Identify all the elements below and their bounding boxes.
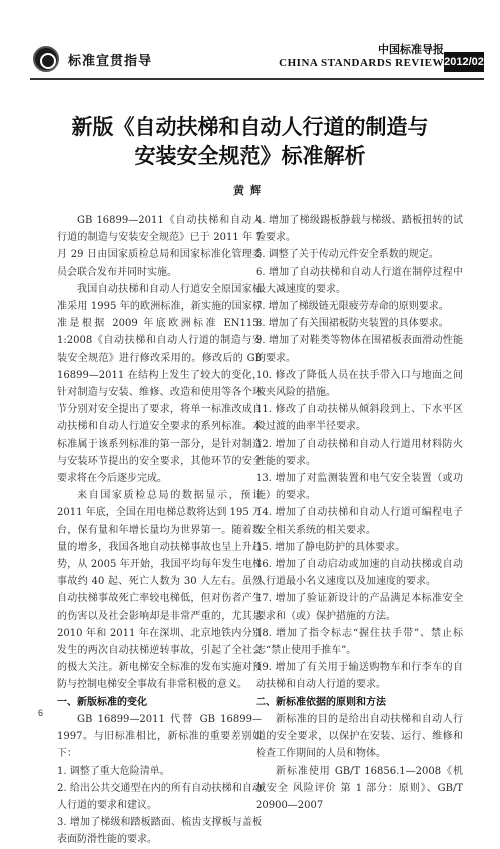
issue-badge: 2012/02 [444,52,484,72]
paragraph: GB 16899—2011《自动扶梯和自动人行道的制造与安装安全规范》已于 2011 年 7 月 29 日由国家质检总局和国家标准化管理委员会联合发布并同时实施。 [57,215,262,278]
paragraph: GB 16899—2011 代替 GB 16899—1997。与旧标准相比，新标准的重要差别如下： [57,713,262,760]
article-title [30,112,470,170]
list-item: 8. 增加了有关围裙板防夹装置的具体要求。 [256,318,449,330]
list-item: 1. 调整了重大危险清单。 [57,765,170,777]
list-item: 11. 修改了自动扶梯从倾斜段到上、下水平区段过渡的曲率半径要求。 [256,404,463,433]
page-header [0,0,500,82]
list-item: 19. 增加了有关用于输送购物车和行李车的自动扶梯和自动人行道的要求。 [256,662,463,691]
left-column [57,212,262,849]
article-author: 黄辉 [233,184,267,197]
list-item: 4. 增加了梯级踢板静载与梯级、踏板扭转的试验要求。 [256,215,463,244]
list-item: 14. 增加了自动扶梯和自动人行道可编程电子安全相关系统的相关要求。 [256,507,463,536]
list-item: 6. 增加了自动扶梯和自动人行道在制停过程中最大减速度的要求。 [256,266,463,295]
paragraph: 我国自动扶梯和自动人行道安全原国家标准采用 1995 年的欧洲标准，新实施的国家标准是根据 2009 年底欧洲标准 EN115-1:2008《自动扶梯和自动人行道的制造与安装安全规范》进行修改采用的。修改后的 GB 16899—2011 在结构上发生了较大的变化，针对制造与安装、维修、改造和使用等各个环节分别对安全提出了要求，将单一标准改成自动扶梯和自动人行道安全要求的系列标准。本标准属于该系列标准的第一部分，是针对制造与安装环节提出的安全要求，其他环节的安全要求将在今后逐步完成。 [57,283,262,485]
list-item: 18. 增加了指令标志“握住扶手带”、禁止标志“禁止使用手推车”。 [256,627,463,657]
list-item: 7. 增加了梯级链无限疲劳寿命的原则要求。 [256,301,449,313]
section-title: 标准宣贯指导 [68,54,153,69]
section-heading: 一、新版标准的变化 [57,696,147,708]
list-item: 9. 增加了对鞋类等物体在围裙板表面滑动性能的要求。 [256,335,463,364]
article-title-line-1: 新版《自动扶梯和自动人行道的制造与 [71,114,429,139]
list-item: 15. 增加了静电防护的具体要求。 [256,541,406,553]
list-item: 2. 给出公共交通型在内的所有自动扶梯和自动人行道的要求和建议。 [57,782,262,811]
list-item: 10. 修改了降低人员在扶手带入口与地面之间被夹风险的措施。 [256,369,463,399]
paragraph: 来自国家质检总局的数据显示，预计 2011 年底，全国在用电梯总数将达到 195 万台，保有量和年增长量均为世界第一。随着数量的增多，我国各地自动扶梯事故也呈上升趋势，从 2005 年开始，我国平均每年发生电梯事故约 40 起、死亡人数为 30 人左右。虽然自动扶梯事故死亡率较电梯低，但对伤者产生的伤害以及社会影响却是非常严重的，尤其是 2010 年和 2011 年在深圳、北京地铁内分别发生的两次自动扶梯逆转事故，引起了全社会的极大关注。新电梯安全标准的发布实施对预防与控制电梯安全事故有非常积极的意义。 [57,490,262,691]
journal-name-en: CHINA STANDARDS REVIEW [279,57,444,69]
list-item: 17. 增加了验证新设计的产品满足本标准安全要求和（或）保护措施的方法。 [256,593,463,622]
article-title-line-2: 安装安全规范》标准解析 [134,143,366,168]
right-column [256,212,463,814]
paragraph: 新标准使用 GB/T 16856.1—2008《机械安全 风险评价 第 1 部分：原则》、GB/T 20900—2007 [256,765,463,811]
journal-name-cn: 中国标准导报 [378,43,444,56]
header-divider [30,78,484,80]
list-item: 3. 增加了梯级和踏板踏面、梳齿支撑板与盖板表面防滑性能的要求。 [57,817,262,846]
page-number: 6 [38,708,44,718]
list-item: 16. 增加了自动启动或加速的自动扶梯或自动人行道最小名义速度以及加速度的要求。 [256,559,463,588]
list-item: 13. 增加了对监测装置和电气安全装置（或功能）的要求。 [256,473,463,502]
paragraph: 新标准的目的是给出自动扶梯和自动人行道的安全要求，以保护在安装、运行、维修和检查工作期间的人员和物体。 [256,713,463,760]
journal-logo-icon [33,46,59,72]
section-heading: 二、新标准依据的原则和方法 [256,696,386,708]
list-item: 12. 增加了自动扶梯和自动人行道用材料防火性能的要求。 [256,438,463,467]
list-item: 5. 调整了关于传动元件安全系数的规定。 [256,249,439,261]
